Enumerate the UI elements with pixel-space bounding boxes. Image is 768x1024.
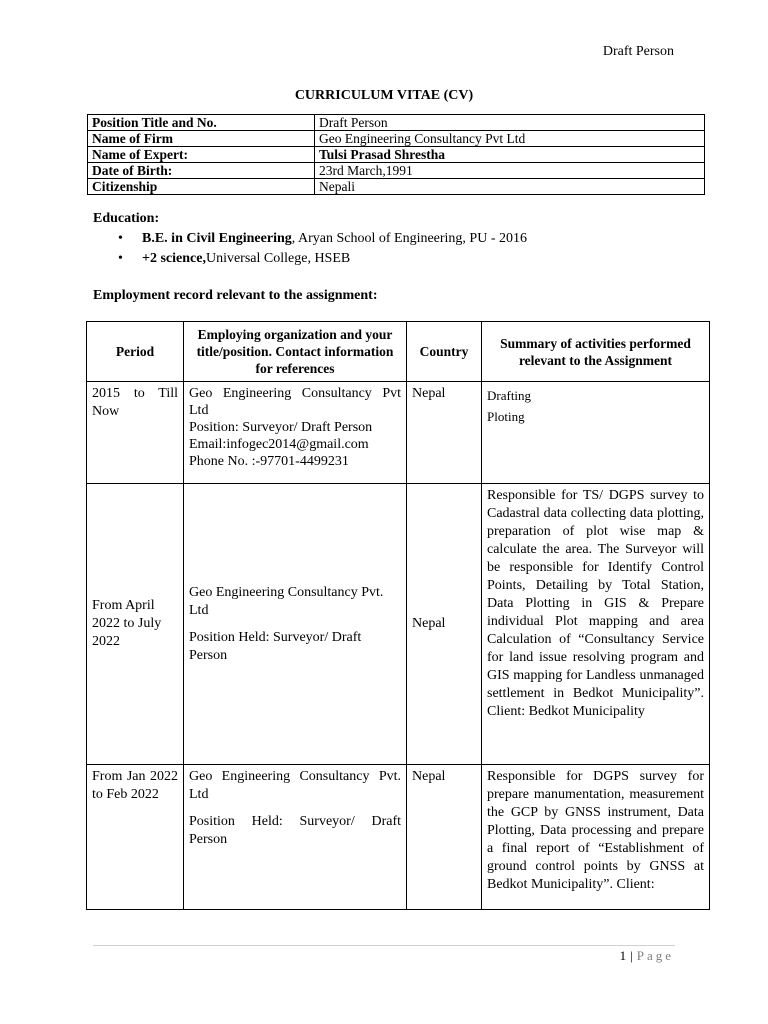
country-cell: Nepal bbox=[407, 382, 482, 484]
column-header-organization: Employing organization and your title/position. Contact information for references bbox=[184, 322, 407, 382]
employment-row bbox=[87, 765, 710, 910]
info-row-dob bbox=[88, 163, 705, 179]
info-row-citizenship bbox=[88, 179, 705, 195]
info-value: Tulsi Prasad Shrestha bbox=[315, 147, 705, 163]
info-value: Draft Person bbox=[315, 115, 705, 131]
info-label: Date of Birth: bbox=[88, 163, 315, 179]
column-header-period: Period bbox=[87, 322, 184, 382]
organization-cell bbox=[184, 484, 407, 765]
degree-name: +2 science, bbox=[142, 251, 206, 266]
info-row-position bbox=[88, 115, 705, 131]
employment-heading: Employment record relevant to the assignment: bbox=[93, 288, 378, 303]
document-title: CURRICULUM VITAE (CV) bbox=[294, 88, 474, 103]
education-heading: Education: bbox=[93, 211, 160, 226]
employment-row bbox=[87, 382, 710, 484]
activity-line: Drafting bbox=[487, 388, 532, 403]
summary-cell: Responsible for DGPS survey for prepare manumentation, measurement the GCP by GNSS instrument, Data Plotting, Data processing and prepare a final report of “Establishment of ground control points by GNSS at Bedkot Municipality”. Client: bbox=[482, 765, 710, 910]
info-label: Citizenship bbox=[88, 179, 315, 195]
header-running-title: Draft Person bbox=[602, 44, 674, 59]
bullet-icon: • bbox=[118, 231, 123, 246]
organization-cell bbox=[184, 382, 407, 484]
period-cell: From April 2022 to July 2022 bbox=[87, 484, 184, 765]
info-label: Position Title and No. bbox=[88, 115, 315, 131]
personal-info-table bbox=[87, 114, 705, 195]
info-value: 23rd March,1991 bbox=[315, 163, 705, 179]
org-line: Position: Surveyor/ Draft Person bbox=[189, 420, 373, 435]
org-name: Geo Engineering Consultancy Pvt. Ltd bbox=[189, 584, 384, 618]
degree-name: B.E. in Civil Engineering bbox=[142, 231, 292, 246]
column-header-country: Country bbox=[407, 322, 482, 382]
degree-details: , Aryan School of Engineering, PU - 2016 bbox=[291, 231, 527, 246]
organization-cell bbox=[184, 765, 407, 910]
education-item bbox=[118, 231, 527, 247]
info-label: Name of Firm bbox=[88, 131, 315, 147]
org-line: Geo Engineering Consultancy Pvt Ltd bbox=[189, 386, 401, 418]
info-value: Nepali bbox=[315, 179, 705, 195]
column-header-summary: Summary of activities performed relevant to the Assignment bbox=[482, 322, 710, 382]
page-number: 1 bbox=[619, 948, 627, 963]
org-position: Position Held: Surveyor/ Draft Person bbox=[189, 629, 362, 663]
org-name: Geo Engineering Consultancy Pvt. Ltd bbox=[189, 769, 401, 802]
summary-cell: Responsible for TS/ DGPS survey to Cadastral data collecting data plotting, preparation of plot wise map & calculate the area. The Surveyor will be responsible for Identify Control Points, Detailing by Total Station, Data Plotting in GIS & Prepare individual Plot mapping and area Calculation of “Consultancy Service for land issue resolving program and GIS mapping for Landless unmanaged settlement in Bedkot Municipality”. Client: Bedkot Municipality bbox=[482, 484, 710, 765]
org-line: Phone No. :-97701-4499231 bbox=[189, 454, 349, 469]
country-cell: Nepal bbox=[407, 765, 482, 910]
education-item bbox=[118, 251, 350, 267]
org-position: Position Held: Surveyor/ Draft Person bbox=[189, 814, 401, 847]
employment-row bbox=[87, 484, 710, 765]
info-row-expert bbox=[88, 147, 705, 163]
org-line: Email:infogec2014@gmail.com bbox=[189, 437, 369, 452]
period-cell: From Jan 2022 to Feb 2022 bbox=[87, 765, 184, 910]
degree-details: Universal College, HSEB bbox=[205, 251, 351, 266]
activity-line: Ploting bbox=[487, 409, 525, 424]
info-row-firm bbox=[88, 131, 705, 147]
period-cell: 2015 to Till Now bbox=[87, 382, 184, 484]
employment-table bbox=[86, 321, 710, 910]
page-footer bbox=[620, 948, 674, 964]
footer-separator: | bbox=[630, 948, 633, 963]
page-label: Page bbox=[636, 948, 674, 963]
info-value: Geo Engineering Consultancy Pvt Ltd bbox=[315, 131, 705, 147]
summary-cell bbox=[482, 382, 710, 484]
info-label: Name of Expert: bbox=[88, 147, 315, 163]
footer-divider bbox=[93, 945, 675, 946]
country-cell: Nepal bbox=[407, 484, 482, 765]
bullet-icon: • bbox=[118, 251, 123, 266]
employment-header-row bbox=[87, 322, 710, 382]
